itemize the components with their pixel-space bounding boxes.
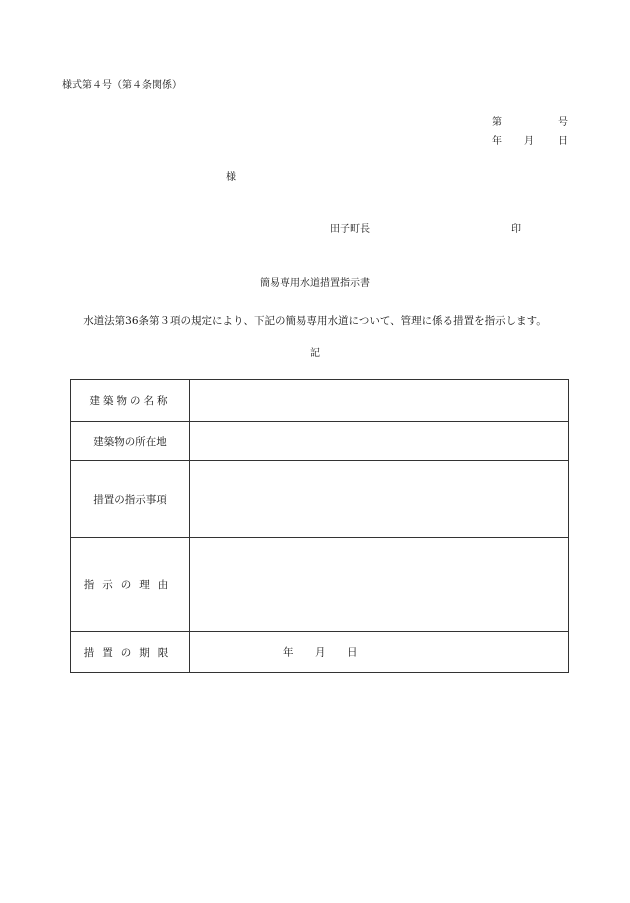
deadline-month-label: 月 xyxy=(315,646,326,659)
table-row-instructions xyxy=(71,461,569,538)
instructions-field[interactable] xyxy=(190,461,569,538)
instructions-label: 措置の指示事項 xyxy=(71,461,190,538)
deadline-label: 措置の期限 xyxy=(71,632,190,673)
table-row-reason xyxy=(71,538,569,632)
deadline-field[interactable] xyxy=(190,632,569,673)
body-text: 水道法第36条第３項の規定により、下記の簡易専用水道について、管理に係る措置を指示します。 xyxy=(83,315,547,327)
ki-label: 記 xyxy=(310,348,320,359)
building-location-field[interactable] xyxy=(190,422,569,461)
deadline-year-label: 年 xyxy=(283,646,294,659)
form-number: 様式第４号（第４条関係） xyxy=(62,80,182,91)
seal-mark: 印 xyxy=(511,224,521,235)
document-title: 簡易専用水道措置指示書 xyxy=(260,278,370,289)
building-name-label: 建築物の名称 xyxy=(71,380,190,422)
table-row-building-name xyxy=(71,380,569,422)
date-day-label: 日 xyxy=(558,136,568,147)
date-month-label: 月 xyxy=(524,136,534,147)
table-row-building-location xyxy=(71,422,569,461)
document-number-suffix: 号 xyxy=(558,117,568,128)
issuer-name: 田子町長 xyxy=(330,224,370,235)
building-location-label: 建築物の所在地 xyxy=(71,422,190,461)
deadline-day-label: 日 xyxy=(347,646,358,659)
reason-label: 指示の理由 xyxy=(71,538,190,632)
date-year-label: 年 xyxy=(492,136,502,147)
reason-field[interactable] xyxy=(190,538,569,632)
details-table xyxy=(70,379,569,673)
building-name-field[interactable] xyxy=(190,380,569,422)
document-number-label: 第 xyxy=(492,117,502,128)
table-row-deadline xyxy=(71,632,569,673)
addressee-honorific: 様 xyxy=(226,172,236,183)
